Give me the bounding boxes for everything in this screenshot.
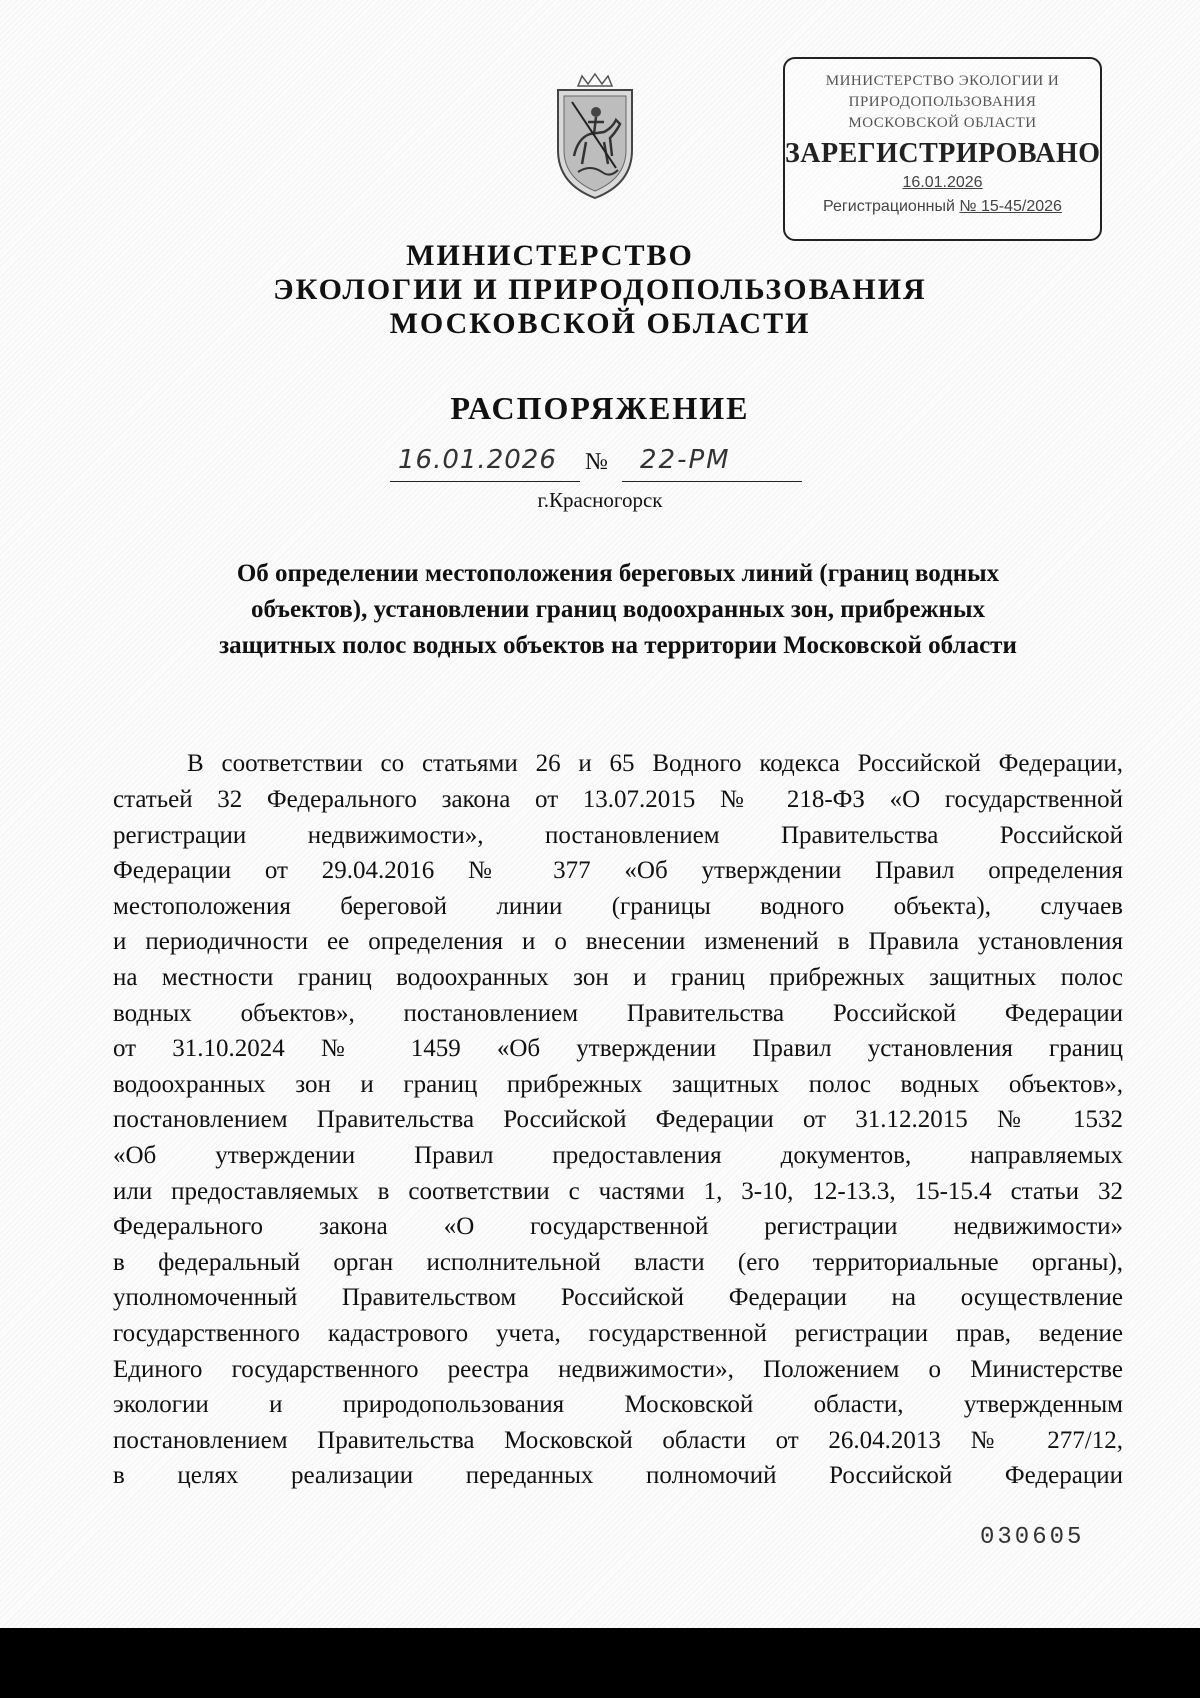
stamp-reg-label: Регистрационный (823, 198, 955, 215)
body-text-line: Федерации от 29.04.2016 № 377 «Об утверждении Правил определения (113, 857, 1123, 884)
stamp-reg-number: № 15-45/2026 (959, 198, 1062, 215)
body-text-line: уполномоченный Правительством Российской Федерации на осуществление (113, 1284, 1123, 1311)
body-text-line: экологии и природопользования Московской области, утвержденным (113, 1391, 1123, 1418)
coat-of-arms-icon (538, 72, 652, 202)
number-sign: № (585, 449, 608, 475)
moscow-region-coat-of-arms (538, 72, 652, 202)
stamp-status: ЗАРЕГИСТРИРОВАНО (785, 138, 1101, 169)
date-underline (390, 481, 580, 482)
scan-border (0, 1628, 1200, 1698)
body-text-line: Федерального закона «О государственной регистрации недвижимости» (113, 1213, 1123, 1240)
document-title-line: защитных полос водных объектов на территории Московской области (219, 632, 1017, 659)
body-text-line: постановлением Правительства Московской области от 26.04.2013 № 277/12, (113, 1427, 1123, 1454)
number-underline (622, 481, 802, 482)
page-code: 030605 (980, 1524, 1085, 1551)
document-number: 22-РМ (640, 445, 731, 475)
body-text-line: в федеральный орган исполнительной власти (его территориальные органы), (113, 1249, 1123, 1276)
body-text-line: местоположения береговой линии (границы водного объекта), случаев (113, 893, 1123, 920)
body-text-line: в целях реализации переданных полномочий Российской Федерации (113, 1462, 1123, 1489)
document-city: г.Красногорск (537, 488, 663, 512)
body-text-line: статьей 32 Федерального закона от 13.07.2015 № 218-ФЗ «О государственной (113, 786, 1123, 813)
body-text-line: «Об утверждении Правил предоставления документов, направляемых (113, 1142, 1123, 1169)
ministry-name-line: МОСКОВСКОЙ ОБЛАСТИ (389, 307, 811, 340)
ministry-name-line: МИНИСТЕРСТВО (406, 239, 694, 272)
body-text-line: на местности границ водоохранных зон и границ прибрежных защитных полос (113, 964, 1123, 991)
stamp-org-line: МИНИСТЕРСТВО ЭКОЛОГИИ И (825, 73, 1060, 89)
document-type: РАСПОРЯЖЕНИЕ (450, 390, 750, 426)
body-text-line: государственного кадастрового учета, государственной регистрации прав, ведение (113, 1320, 1123, 1347)
body-text-line: Единого государственного реестра недвижимости», Положением о Министерстве (113, 1356, 1123, 1383)
document-title-line: объектов), установлении границ водоохранных зон, прибрежных (251, 596, 985, 623)
body-text-line: и периодичности ее определения и о внесении изменений в Правила установления (113, 928, 1123, 955)
body-text-line: В соответствии со статьями 26 и 65 Водного кодекса Российской Федерации, (187, 750, 1123, 777)
stamp-date: 16.01.2026 (902, 174, 983, 191)
body-text-line: водоохранных зон и границ прибрежных защитных полос водных объектов», (113, 1071, 1123, 1098)
body-text-line: или предоставляемых в соответствии с частями 1, 3-10, 12-13.3, 15-15.4 статьи 32 (113, 1178, 1123, 1205)
body-text-line: регистрации недвижимости», постановлением Правительства Российской (113, 822, 1123, 849)
ministry-name-line: ЭКОЛОГИИ И ПРИРОДОПОЛЬЗОВАНИЯ (273, 273, 927, 306)
document-date: 16.01.2026 (398, 445, 557, 475)
body-text-line: водных объектов», постановлением Правительства Российской Федерации (113, 1000, 1123, 1027)
stamp-org-line: МОСКОВСКОЙ ОБЛАСТИ (848, 115, 1037, 131)
document-title-line: Об определении местоположения береговых линий (границ водных (236, 560, 1000, 587)
stamp-registration (785, 198, 1100, 216)
body-text-line: от 31.10.2024 № 1459 «Об утверждении Правил установления границ (113, 1035, 1123, 1062)
date-number-line (390, 445, 802, 485)
registration-stamp (783, 57, 1102, 241)
body-text-line: постановлением Правительства Российской Федерации от 31.12.2015 № 1532 (113, 1106, 1123, 1133)
stamp-org-line: ПРИРОДОПОЛЬЗОВАНИЯ (848, 94, 1037, 110)
